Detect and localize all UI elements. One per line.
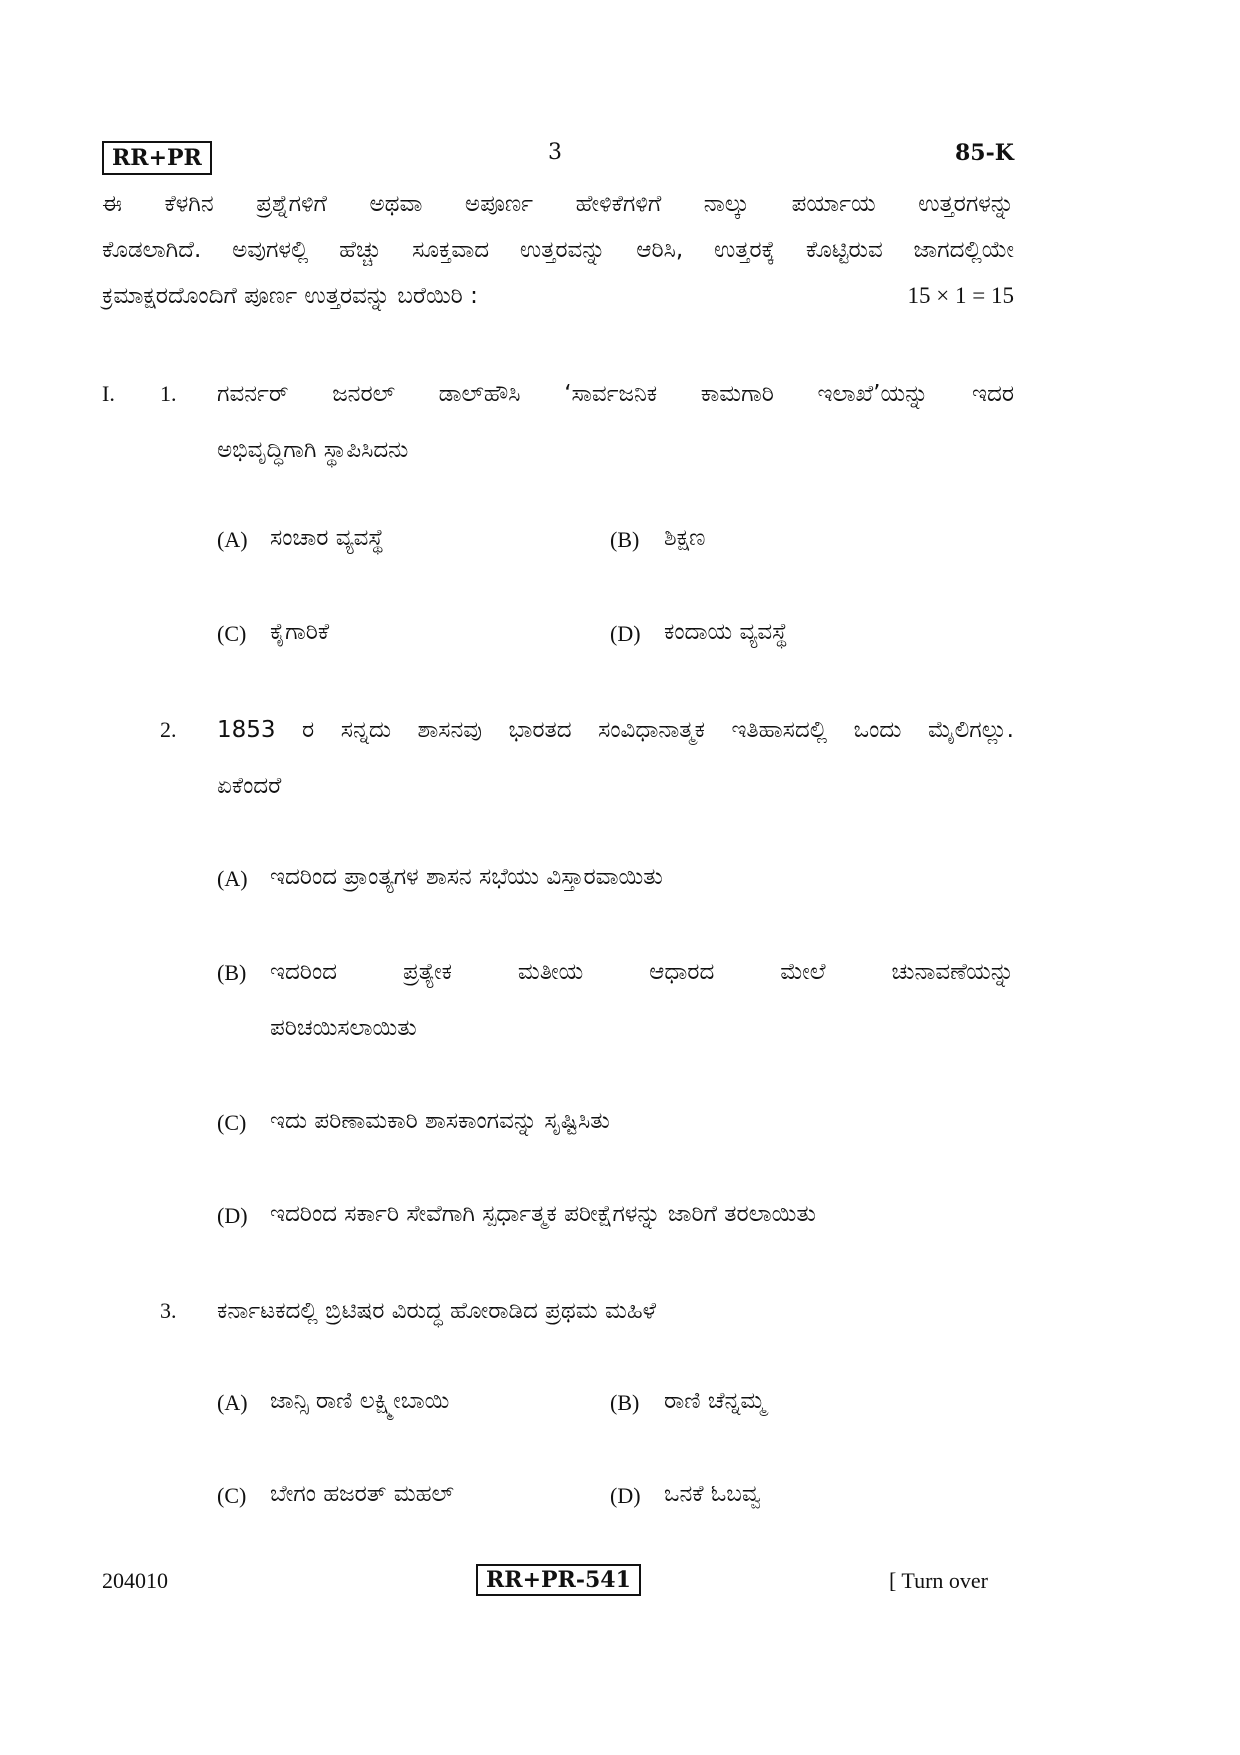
option-label: (A) <box>217 866 248 891</box>
instructions <box>102 181 1014 319</box>
marks-scheme: 15 × 1 = 15 <box>907 283 1014 308</box>
question-text: ಕರ್ನಾಟಕದಲ್ಲಿ ಬ್ರಿಟಿಷರ ವಿರುದ್ಧ ಹೋರಾಡಿದ ಪ್ರಥಮ ಮಹಿಳೆ <box>217 1298 657 1324</box>
option-text: ಶಿಕ್ಷಣ <box>664 525 706 551</box>
option-line: ಇದರಿಂದ ಪ್ರತ್ಯೇಕ ಮತೀಯ ಆಧಾರದ ಮೇಲೆ ಚುನಾವಣೆಯನ್ನು <box>270 959 1014 985</box>
option-text: ರಾಣಿ ಚೆನ್ನಮ್ಮ <box>664 1388 766 1414</box>
option-label: (B) <box>217 960 247 985</box>
instructions-line-1: ಈ ಕೆಳಗಿನ ಪ್ರಶ್ನೆಗಳಿಗೆ ಅಥವಾ ಅಪೂರ್ಣ ಹೇಳಿಕೆಗಳಿಗೆ ನಾಲ್ಕು ಪರ್ಯಾಯ ಉತ್ತರಗಳನ್ನು <box>102 191 1014 217</box>
option-label: (D) <box>610 1483 641 1508</box>
paper-code: 85-K <box>955 140 1014 166</box>
question-number: 2. <box>160 717 177 742</box>
series-code-box: RR+PR <box>102 141 212 175</box>
question-number: 3. <box>160 1298 177 1323</box>
option-text: ಕಂದಾಯ ವ್ಯವಸ್ಥೆ <box>664 619 788 645</box>
question-number: 1. <box>160 381 177 406</box>
question-line: ಗವರ್ನರ್ ಜನರಲ್ ಡಾಲ್‌ಹೌಸಿ ‘ಸಾರ್ವಜನಿಕ ಕಾಮಗಾರಿ ಇಲಾಖೆ’ಯನ್ನು ಇದರ <box>217 381 1014 407</box>
footer-series-box: RR+PR-541 <box>476 1564 641 1596</box>
option-text: ಕೈಗಾರಿಕೆ <box>270 619 330 645</box>
option-text: ಇದು ಪರಿಣಾಮಕಾರಿ ಶಾಸಕಾಂಗವನ್ನು ಸೃಷ್ಟಿಸಿತು <box>270 1108 610 1134</box>
option-label: (A) <box>217 1390 248 1415</box>
option-label: (C) <box>217 1110 247 1135</box>
instructions-line-2: ಕೊಡಲಾಗಿದೆ. ಅವುಗಳಲ್ಲಿ ಹೆಚ್ಚು ಸೂಕ್ತವಾದ ಉತ್ತರವನ್ನು ಆರಿಸಿ, ಉತ್ತರಕ್ಕೆ ಕೊಟ್ಟಿರುವ ಜಾಗದಲ್ಲಿಯೇ <box>102 237 1014 263</box>
option-label: (D) <box>217 1203 248 1228</box>
option-label: (C) <box>217 1483 247 1508</box>
option-text: ಇದರಿಂದ ಪ್ರಾಂತ್ಯಗಳ ಶಾಸನ ಸಭೆಯು ವಿಸ್ತಾರವಾಯಿತು <box>270 864 663 890</box>
turn-over-label: [ Turn over <box>889 1568 989 1593</box>
question-line: ಏಕೆಂದರೆ <box>217 773 282 799</box>
footer-code: 204010 <box>102 1568 168 1593</box>
question-text <box>217 366 1014 478</box>
option-text: ಒನಕೆ ಓಬವ್ವ <box>664 1481 761 1507</box>
option-text: ಜಾನ್ಸಿ ರಾಣಿ ಲಕ್ಷ್ಮೀಬಾಯಿ <box>270 1388 450 1414</box>
option-line: ಪರಿಚಯಿಸಲಾಯಿತು <box>270 1015 417 1041</box>
option-text: ಬೇಗಂ ಹಜರತ್ ಮಹಲ್ <box>270 1481 454 1507</box>
question-line: ಅಭಿವೃದ್ಧಿಗಾಗಿ ಸ್ಥಾಪಿಸಿದನು <box>217 437 409 463</box>
option-text: ಸಂಚಾರ ವ್ಯವಸ್ಥೆ <box>270 525 384 551</box>
page-number: 3 <box>548 140 562 165</box>
option-label: (D) <box>610 621 641 646</box>
option-label: (A) <box>217 527 248 552</box>
option-label: (B) <box>610 527 640 552</box>
instructions-line-3: ಕ್ರಮಾಕ್ಷರದೊಂದಿಗೆ ಪೂರ್ಣ ಉತ್ತರವನ್ನು ಬರೆಯಿರಿ : <box>102 283 478 309</box>
option-label: (C) <box>217 621 247 646</box>
section-label: I. <box>102 381 115 406</box>
question-line: 1853 ರ ಸನ್ನದು ಶಾಸನವು ಭಾರತದ ಸಂವಿಧಾನಾತ್ಮಕ ಇತಿಹಾಸದಲ್ಲಿ ಒಂದು ಮೈಲಿಗಲ್ಲು. <box>217 717 1014 743</box>
option-text: ಇದರಿಂದ ಸರ್ಕಾರಿ ಸೇವೆಗಾಗಿ ಸ್ಪರ್ಧಾತ್ಮಕ ಪರೀಕ್ಷೆಗಳನ್ನು ಜಾರಿಗೆ ತರಲಾಯಿತು <box>270 1201 816 1227</box>
option-text <box>270 944 1014 1056</box>
question-text <box>217 702 1014 814</box>
option-label: (B) <box>610 1390 640 1415</box>
